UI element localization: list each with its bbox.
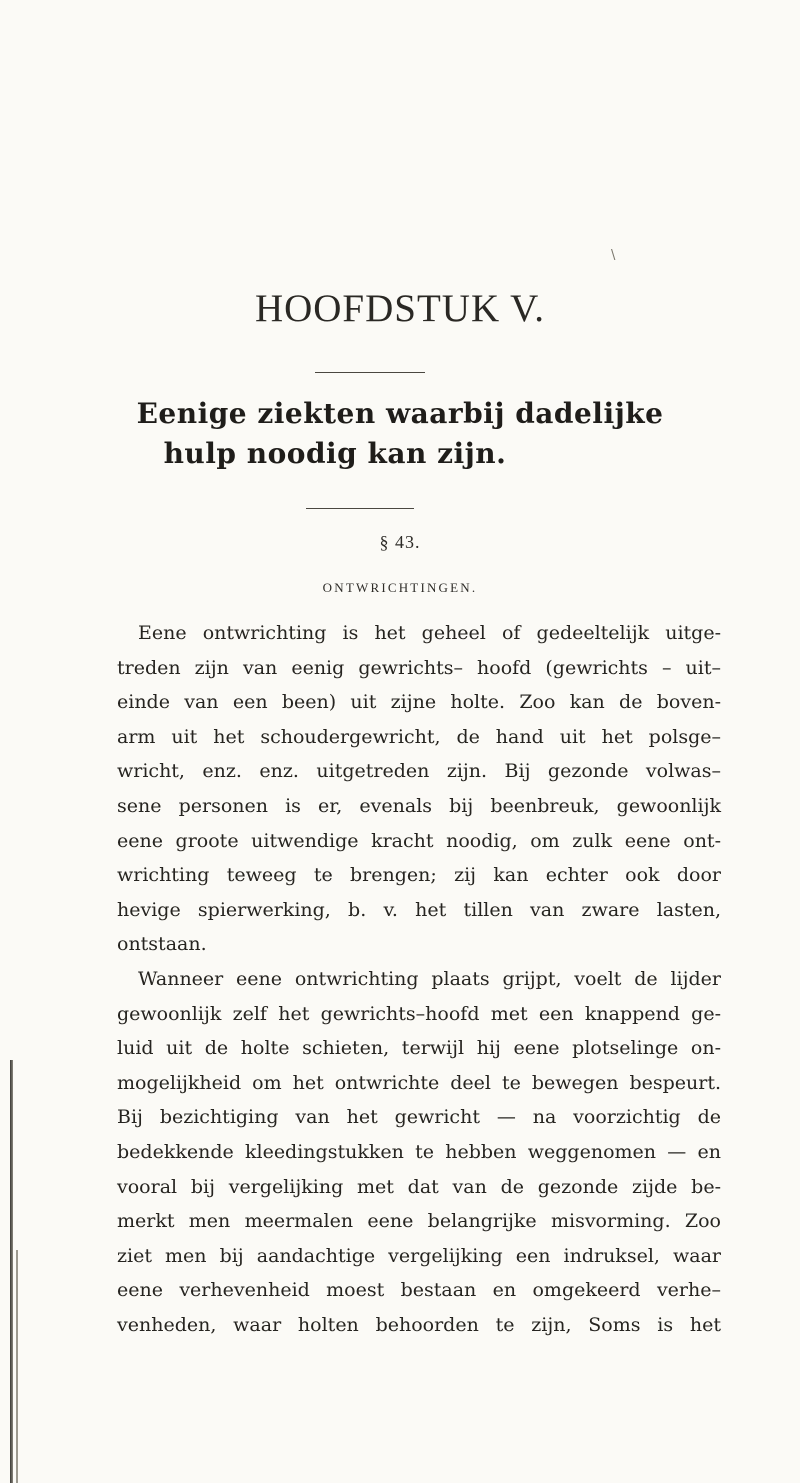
text-line: Wanneer eene ontwrichting plaats grijpt, voelt de lijder	[138, 967, 721, 990]
divider-rule-top	[315, 372, 425, 373]
subtitle-line: Eenige ziekten waarbij dadelijke	[136, 397, 664, 430]
text-line: venheden, waar holten behoorden te zijn, Soms is het	[117, 1313, 721, 1336]
text-line: bedekkende kleedingstukken te hebben weggenomen — en	[117, 1140, 721, 1163]
text-line: gewoonlijk zelf het gewrichts–hoofd met een knappend ge-	[117, 1002, 721, 1025]
text-line: arm uit het schoudergewricht, de hand uit het polsge–	[117, 725, 721, 748]
text-line: einde van een been) uit zijne holte. Zoo kan de boven-	[117, 691, 721, 714]
text-line: vooral bij vergelijking met dat van de gezonde zijde be-	[117, 1175, 721, 1198]
page-edge-line	[16, 1250, 18, 1483]
paragraph	[117, 616, 721, 962]
chapter-subtitle	[0, 394, 800, 474]
text-line: ziet men bij aandachtige vergelijking een indruksel, waar	[117, 1244, 721, 1267]
text-line: eene groote uitwendige kracht noodig, om zulk eene ont-	[117, 829, 721, 852]
text-line: luid uit de holte schieten, terwijl hij eene plotselinge on-	[117, 1037, 721, 1060]
text-line: hevige spierwerking, b. v. het tillen van zware lasten,	[117, 898, 721, 921]
page-edge-shadow	[10, 1060, 13, 1483]
divider-rule-bottom	[306, 508, 414, 509]
margin-tick-mark: \	[611, 248, 616, 263]
text-line: merkt men meermalen eene belangrijke misvorming. Zoo	[117, 1210, 721, 1233]
text-line: Eene ontwrichting is het geheel of gedeeltelijk uitge-	[138, 622, 721, 644]
chapter-title: HOOFDSTUK V.	[254, 287, 546, 330]
paragraph	[117, 962, 721, 1343]
text-line: treden zijn van eenig gewrichts– hoofd (gewrichts – uit–	[117, 656, 721, 679]
section-number: § 43.	[379, 532, 421, 552]
section-heading: ONTWRICHTINGEN.	[322, 580, 478, 595]
text-line: wricht, enz. enz. uitgetreden zijn. Bij gezonde volwas–	[117, 760, 721, 783]
text-line: mogelijkheid om het ontwrichte deel te bewegen bespeurt.	[117, 1071, 721, 1094]
body-text	[117, 616, 721, 1342]
text-line: sene personen is er, evenals bij beenbreuk, gewoonlijk	[117, 794, 721, 817]
text-line: ontstaan.	[117, 933, 207, 956]
text-line: wrichting teweeg te brengen; zij kan echter ook door	[117, 864, 721, 887]
text-line: Bij bezichtiging van het gewricht — na voorzichtig de	[117, 1106, 721, 1129]
subtitle-line: hulp noodig kan zijn.	[163, 437, 507, 470]
text-line: eene verhevenheid moest bestaan en omgekeerd verhe–	[117, 1279, 721, 1302]
